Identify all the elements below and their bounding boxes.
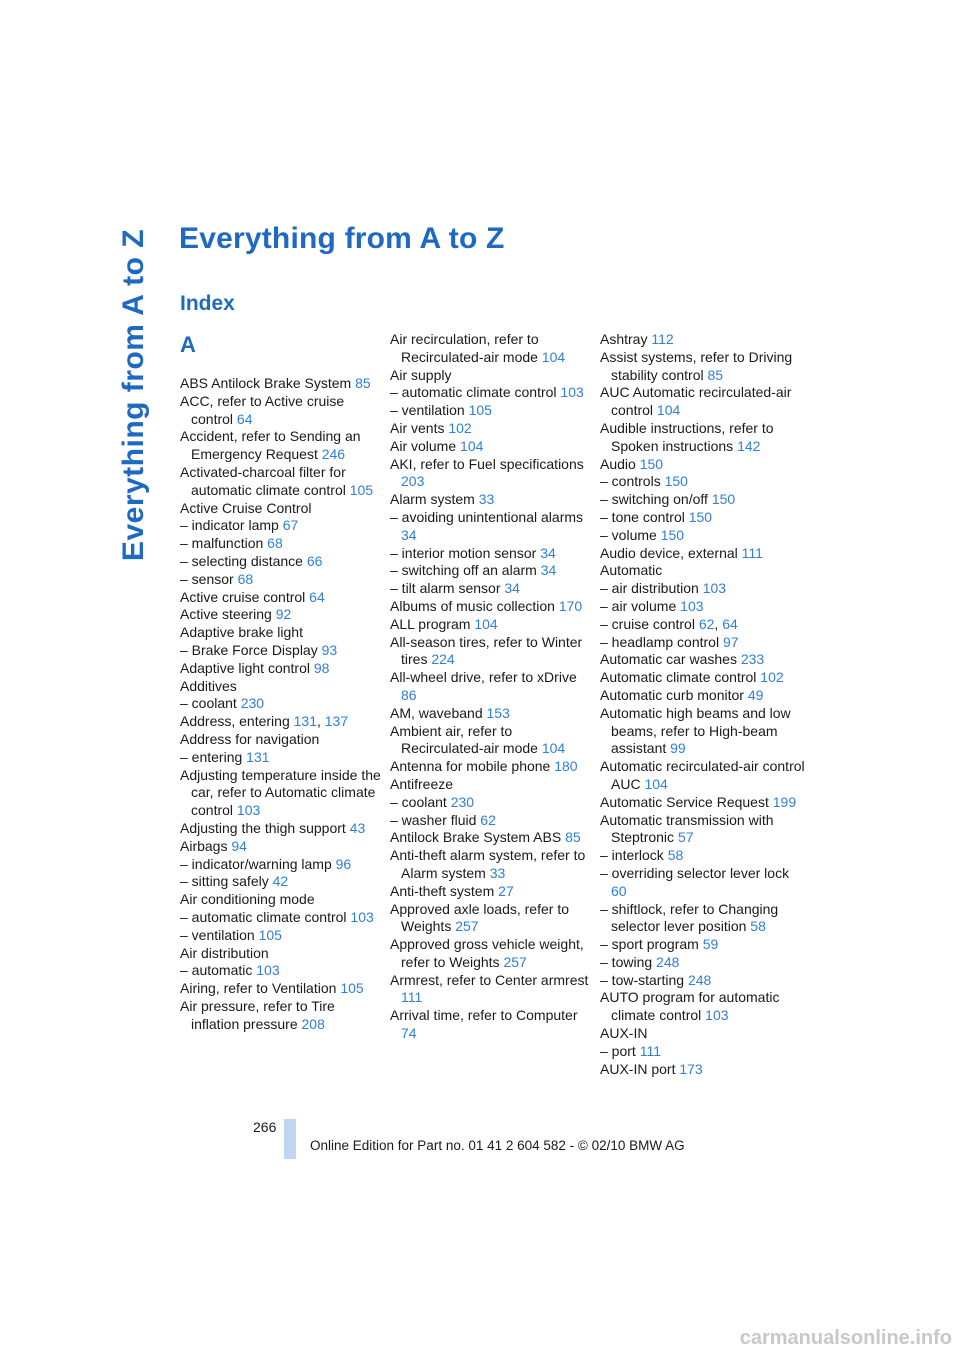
index-entry [180, 820, 385, 838]
letter-heading: A [180, 332, 196, 357]
index-entry [390, 456, 595, 492]
page-reference-link[interactable]: 248 [656, 953, 680, 970]
index-entry [180, 464, 385, 500]
index-term: – headlamp control [600, 633, 720, 650]
index-entry [390, 847, 595, 883]
page-reference-link[interactable]: 33 [478, 491, 495, 508]
index-term: – automatic climate control [180, 908, 347, 925]
page-reference-link[interactable]: 150 [688, 508, 713, 525]
page-reference-link[interactable]: 103 [256, 962, 280, 979]
index-entry [180, 767, 385, 820]
page-number: 266 [253, 1119, 277, 1135]
page-reference-link[interactable]: 34 [401, 526, 417, 543]
index-entry [180, 856, 385, 874]
index-entry [390, 829, 595, 847]
index-term: Automatic car washes [600, 651, 737, 668]
index-term: – interlock [600, 847, 664, 864]
index-entry [600, 349, 805, 385]
page-reference-link[interactable]: 104 [460, 437, 484, 454]
index-term: Air supply [390, 366, 452, 383]
index-entry [390, 812, 595, 830]
page-reference-link[interactable]: 42 [272, 873, 289, 890]
index-entry [180, 393, 385, 429]
index-entry [390, 384, 595, 402]
page-reference-link[interactable]: 131 [293, 713, 317, 730]
index-term: Audio [600, 455, 636, 472]
page-reference-link[interactable]: 257 [503, 953, 527, 970]
index-entry [390, 367, 595, 385]
index-entry [600, 527, 805, 545]
page-reference-link[interactable]: 105 [340, 980, 364, 997]
index-entry [390, 972, 595, 1008]
page-reference-link[interactable]: 180 [554, 758, 578, 775]
page-reference-link[interactable]: 199 [772, 793, 797, 810]
page-reference-link[interactable]: 105 [258, 926, 282, 943]
index-term: Anti-theft alarm system, refer to Alarm system [390, 847, 586, 881]
index-entry [180, 535, 385, 553]
page-reference-link[interactable]: 64 [722, 615, 738, 632]
page-reference-link[interactable]: 67 [282, 517, 299, 534]
index-term: Alarm system [390, 491, 475, 508]
page-reference-link[interactable]: 150 [660, 526, 685, 543]
index-term: – port [600, 1042, 636, 1059]
index-entry [180, 998, 385, 1034]
index-entry [390, 794, 595, 812]
page-reference-link[interactable]: 105 [468, 402, 492, 419]
page-reference-link[interactable]: 104 [541, 348, 566, 365]
index-entry [600, 989, 805, 1025]
index-term: Arrival time, refer to Computer [390, 1007, 578, 1024]
index-entry [600, 1025, 805, 1043]
index-entry [180, 731, 385, 749]
page-reference-link[interactable]: 94 [231, 837, 247, 854]
page-reference-link[interactable]: 104 [474, 615, 498, 632]
index-term: – ventilation [390, 402, 465, 419]
page-reference-link[interactable]: 173 [679, 1060, 703, 1077]
page-reference-link[interactable]: 34 [540, 544, 556, 561]
index-entry [390, 598, 595, 616]
page-reference-link[interactable]: 170 [558, 597, 583, 614]
page-reference-link[interactable]: 230 [240, 695, 265, 712]
index-entry [390, 776, 595, 794]
index-entry [180, 624, 385, 642]
index-term: Additives [180, 677, 237, 694]
page-reference-link[interactable]: 248 [687, 971, 712, 988]
index-entry [180, 500, 385, 518]
index-term: Airing, refer to Ventilation [180, 980, 337, 997]
index-term: Armrest, refer to Center armrest [390, 971, 589, 988]
index-entry [600, 545, 805, 563]
page-reference-link[interactable]: 111 [401, 989, 423, 1006]
page-reference-link[interactable]: 142 [737, 437, 761, 454]
index-entry [180, 428, 385, 464]
page-reference-link[interactable]: 137 [324, 713, 349, 730]
index-term: – air distribution [600, 580, 699, 597]
page-reference-link[interactable]: 104 [644, 775, 668, 792]
index-entry [180, 927, 385, 945]
page-reference-link[interactable]: 103 [680, 597, 704, 614]
index-entry [600, 936, 805, 954]
page-reference-link[interactable]: 92 [275, 606, 292, 623]
watermark: carmanualsonline.info [739, 1327, 952, 1349]
index-term: AKI, refer to Fuel specifications [390, 455, 584, 472]
index-entry [180, 891, 385, 909]
index-column-1 [180, 331, 385, 1033]
index-term: Air recirculation, refer to Recirculated-air mode [390, 331, 539, 365]
index-term: AUTO program for automatic climate control [600, 989, 780, 1024]
page-reference-link[interactable]: 58 [750, 918, 766, 935]
index-term: Automatic transmission with Steptronic [600, 811, 774, 846]
page-reference-link[interactable]: 233 [740, 651, 765, 668]
index-term: Audio device, external [600, 544, 738, 561]
page-reference-link[interactable]: 27 [498, 882, 514, 899]
index-term: All-wheel drive, refer to xDrive [390, 669, 577, 686]
index-entry [390, 758, 595, 776]
page-reference-link[interactable]: 57 [677, 829, 694, 846]
index-entry [600, 473, 805, 491]
index-entry [390, 669, 595, 705]
index-entry [180, 909, 385, 927]
index-term: Adaptive light control [180, 659, 310, 676]
page-reference-link[interactable]: 257 [455, 918, 479, 935]
index-term: Approved gross vehicle weight, refer to Weights [390, 936, 584, 970]
index-term: Approved axle loads, refer to Weights [390, 900, 569, 935]
page-reference-link[interactable]: 59 [702, 936, 719, 953]
page-reference-link[interactable]: 103 [236, 802, 261, 819]
page-reference-link[interactable]: 208 [301, 1015, 325, 1032]
page-reference-link[interactable]: 230 [450, 793, 475, 810]
index-entry [390, 402, 595, 420]
index-entry [600, 580, 805, 598]
page-reference-link[interactable]: 86 [401, 686, 417, 703]
index-entry [180, 571, 385, 589]
index-entry [390, 634, 595, 670]
page-reference-link[interactable]: 111 [741, 544, 763, 561]
index-entry [600, 1043, 805, 1061]
index-term: Air volume [390, 437, 457, 454]
index-entry [180, 375, 385, 393]
index-entry [180, 749, 385, 767]
index-entry [600, 598, 805, 616]
index-term: Active Cruise Control [180, 499, 312, 516]
index-term: Ambient air, refer to Recirculated-air mode [390, 722, 538, 757]
page-reference-link[interactable]: 62 [698, 615, 715, 632]
index-entry [390, 580, 595, 598]
index-term: Adaptive brake light [180, 624, 303, 641]
page-reference-link[interactable]: 224 [431, 651, 455, 668]
page-reference-link[interactable]: 68 [237, 570, 254, 587]
index-term: All-season tires, refer to Winter tires [390, 633, 583, 668]
index-term: Audible instructions, refer to Spoken instructions [600, 419, 774, 454]
page-reference-link[interactable]: 60 [611, 882, 627, 899]
index-entry [600, 562, 805, 580]
page-reference-link[interactable]: 58 [667, 847, 684, 864]
index-term: – overriding selector lever lock [600, 864, 790, 881]
index-term: – tow-starting [600, 971, 685, 988]
page-reference-link[interactable]: 68 [267, 535, 283, 552]
page-reference-link[interactable]: 43 [349, 819, 366, 836]
index-term: – tone control [600, 508, 685, 525]
side-tab [112, 230, 156, 560]
page-reference-link[interactable]: 111 [639, 1042, 661, 1059]
index-entry [600, 669, 805, 687]
index-entry [390, 936, 595, 972]
page-reference-link[interactable]: 49 [747, 686, 764, 703]
index-entry [600, 847, 805, 865]
index-term: – controls [600, 473, 661, 490]
index-term: Activated-charcoal filter for automatic climate control [180, 463, 346, 498]
footer-text: Online Edition for Part no. 01 41 2 604 582 - © 02/10 BMW AG [310, 1138, 685, 1153]
page-reference-link[interactable]: 103 [350, 908, 374, 925]
index-entry [180, 642, 385, 660]
index-term: Albums of music collection [390, 597, 555, 614]
page-reference-link[interactable]: 203 [401, 473, 425, 490]
page-reference-link[interactable]: 34 [540, 562, 557, 579]
index-entry [180, 606, 385, 624]
index-term: Automatic climate control [600, 669, 757, 686]
index-term: – indicator/warning lamp [180, 855, 332, 872]
index-term: – interior motion sensor [390, 544, 537, 561]
index-term: AUX-IN [600, 1025, 648, 1042]
side-tab-label: Everything from A to Z [117, 228, 150, 562]
index-term: Adjusting the thigh support [180, 819, 346, 836]
index-term: Automatic Service Request [600, 793, 769, 810]
index-term: – volume [600, 526, 657, 543]
index-term: Automatic recirculated-air control AUC [600, 758, 805, 792]
page-reference-link[interactable]: 64 [236, 410, 253, 427]
index-term: – automatic [180, 962, 253, 979]
index-entry [390, 723, 595, 759]
index-term: Antenna for mobile phone [390, 758, 551, 775]
index-entry [180, 838, 385, 856]
index-term: – towing [600, 953, 653, 970]
index-term: – coolant [180, 695, 237, 712]
page-reference-link[interactable]: 150 [664, 473, 688, 490]
index-term: Antilock Brake System ABS [390, 829, 562, 846]
index-term: Automatic curb monitor [600, 686, 744, 703]
page-reference-link[interactable]: 112 [651, 331, 674, 347]
index-entry [390, 545, 595, 563]
index-term: Airbags [180, 837, 228, 854]
index-term: Automatic [600, 562, 663, 579]
index-term: – sensor [180, 570, 234, 587]
index-term: – sitting safely [180, 873, 269, 890]
index-entry [180, 553, 385, 571]
index-entry [180, 660, 385, 678]
index-term: Address, entering [180, 713, 290, 730]
index-entry [390, 901, 595, 937]
index-entry [180, 589, 385, 607]
page-reference-link[interactable]: 62 [480, 811, 496, 828]
index-term: – malfunction [180, 535, 264, 552]
index-entry [600, 972, 805, 990]
index-term: AUX-IN port [600, 1060, 676, 1077]
index-term: Air distribution [180, 944, 269, 961]
page-reference-link[interactable]: 34 [504, 580, 520, 597]
index-entry [600, 865, 805, 901]
page-reference-link[interactable]: 104 [656, 402, 681, 419]
index-entry [600, 509, 805, 527]
page-reference-link[interactable]: 104 [541, 740, 566, 757]
index-column-3 [600, 331, 805, 1078]
index-entry [390, 331, 595, 367]
index-entry [180, 980, 385, 998]
index-term: Ashtray [600, 331, 648, 347]
index-entry [390, 705, 595, 723]
index-entry [390, 883, 595, 901]
index-term: – washer fluid [390, 811, 477, 828]
page-reference-link[interactable]: 93 [321, 641, 338, 658]
index-term: Active cruise control [180, 588, 306, 605]
section-title: Index [180, 292, 235, 315]
index-term: ACC, refer to Active cruise control [180, 392, 345, 427]
index-entry [600, 420, 805, 456]
index-entry [390, 438, 595, 456]
index-entry [600, 634, 805, 652]
index-term: Air conditioning mode [180, 891, 315, 908]
index-term: Automatic high beams and low beams, refer to High-beam assistant [600, 704, 791, 757]
index-entry: Address, entering 131, 137 [180, 713, 349, 730]
index-term: – sport program [600, 936, 699, 953]
index-entry [600, 491, 805, 509]
index-term: – switching on/off [600, 491, 708, 508]
page-reference-link[interactable]: 103 [560, 384, 584, 401]
index-entry [600, 1061, 805, 1079]
index-entry [390, 420, 595, 438]
page-reference-link[interactable]: 131 [246, 748, 270, 765]
page-reference-link[interactable]: 99 [670, 740, 686, 757]
index-term: Air pressure, refer to Tire inflation pressure [180, 997, 335, 1032]
index-term: Adjusting temperature inside the car, refer to Automatic climate control [180, 766, 381, 819]
index-term: Assist systems, refer to Driving stability control [600, 348, 793, 383]
index-term: – tilt alarm sensor [390, 580, 501, 597]
page-reference-link[interactable]: 85 [707, 366, 724, 383]
page-reference-link[interactable]: 85 [565, 829, 581, 846]
index-term: Antifreeze [390, 775, 454, 792]
index-entry [390, 1007, 595, 1043]
index-entry [600, 331, 805, 349]
index-term: – switching off an alarm [390, 562, 537, 579]
index-entry [600, 687, 805, 705]
index-term: – shiftlock, refer to Changing selector lever position [600, 900, 779, 935]
index-term: – cruise control [600, 615, 695, 632]
index-term: – entering [180, 748, 243, 765]
index-term: Address for navigation [180, 730, 320, 747]
page-reference-link[interactable]: 66 [306, 552, 323, 569]
index-entry [600, 758, 805, 794]
index-term: ABS Antilock Brake System [180, 375, 352, 391]
index-term: Anti-theft system [390, 882, 495, 899]
index-term: Active steering [180, 606, 272, 623]
index-term: Accident, refer to Sending an Emergency Request [180, 428, 361, 463]
index-entry [600, 384, 805, 420]
page-reference-link[interactable]: 150 [711, 491, 736, 508]
page-reference-link[interactable]: 150 [639, 455, 664, 472]
index-entry [600, 812, 805, 848]
index-term: – selecting distance [180, 552, 303, 569]
page-reference-link[interactable]: 64 [309, 588, 325, 605]
page-reference-link[interactable]: 105 [349, 481, 374, 498]
index-entry [390, 562, 595, 580]
page-reference-link[interactable]: 103 [702, 580, 727, 597]
index-entry: – cruise control 62, 64 [600, 615, 738, 632]
index-entry [180, 517, 385, 535]
index-entry [600, 456, 805, 474]
index-entry [180, 873, 385, 891]
page-reference-link[interactable]: 33 [489, 864, 506, 881]
footer-bar [284, 1119, 296, 1159]
page-reference-link[interactable]: 246 [321, 446, 346, 463]
index-term: – coolant [390, 793, 447, 810]
page-reference-link[interactable]: 85 [355, 375, 371, 391]
index-term: AUC Automatic recirculated-air control [600, 384, 792, 419]
page-title: Everything from A to Z [179, 222, 505, 255]
index-term: – Brake Force Display [180, 641, 318, 658]
index-entry [600, 651, 805, 669]
index-term: ALL program [390, 615, 471, 632]
index-term: Air vents [390, 419, 445, 436]
index-term: – ventilation [180, 926, 255, 943]
index-term: – indicator lamp [180, 517, 279, 534]
index-column-2 [390, 331, 595, 1043]
page-reference-link[interactable]: 153 [486, 704, 510, 721]
index-term: – air volume [600, 597, 677, 614]
page-reference-link[interactable]: 103 [705, 1007, 729, 1024]
page-reference-link[interactable]: 96 [335, 855, 352, 872]
index-entry [600, 794, 805, 812]
page-reference-link[interactable]: 74 [401, 1025, 417, 1042]
index-entry [180, 945, 385, 963]
index-entry [390, 509, 595, 545]
index-entry [180, 962, 385, 980]
index-entry [600, 901, 805, 937]
index-entry [180, 695, 385, 713]
page-reference-link[interactable]: 97 [722, 633, 739, 650]
index-entry [180, 678, 385, 696]
index-term: – automatic climate control [390, 384, 557, 401]
index-entry [390, 491, 595, 509]
index-term: AM, waveband [390, 704, 483, 721]
page-reference-link[interactable]: 98 [313, 659, 330, 676]
index-entry [600, 705, 805, 758]
page-reference-link[interactable]: 102 [448, 419, 472, 436]
page-reference-link[interactable]: 102 [760, 669, 784, 686]
index-entry [600, 954, 805, 972]
index-entry [390, 616, 595, 634]
index-term: – avoiding unintentional alarms [390, 508, 584, 525]
